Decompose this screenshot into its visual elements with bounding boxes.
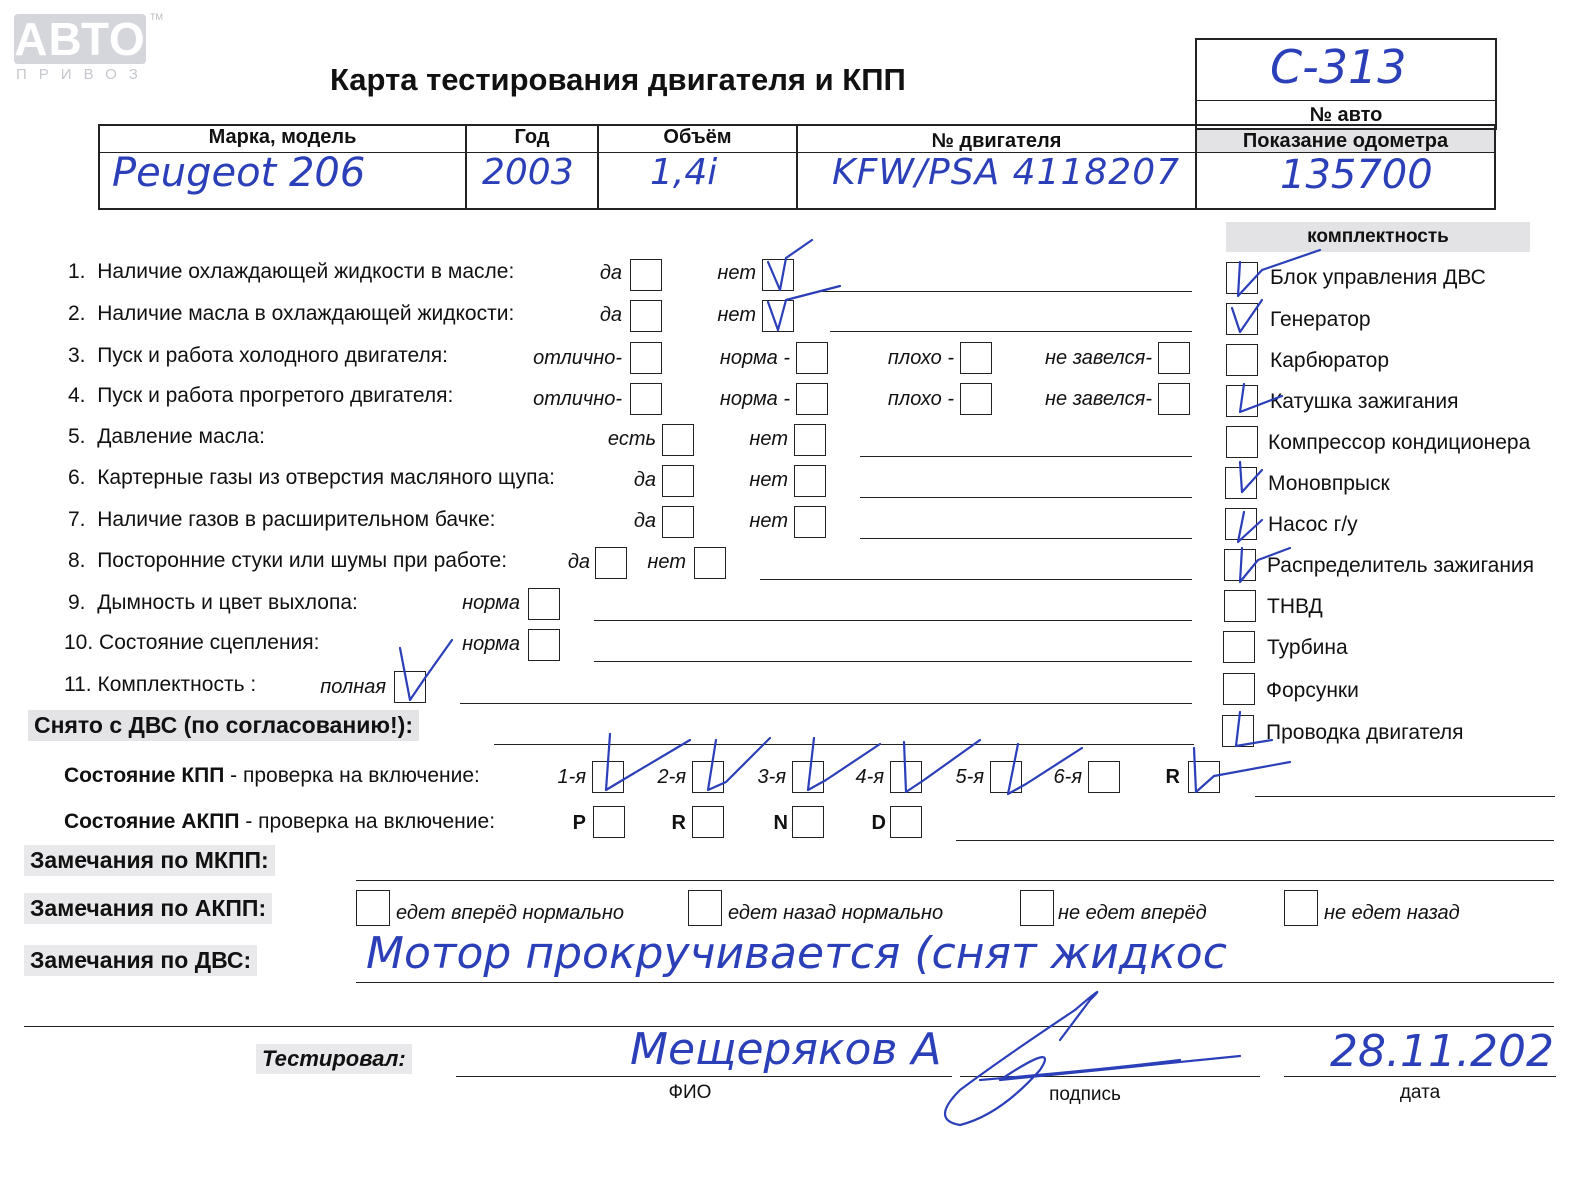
q11-notes-line: [460, 703, 1192, 704]
q8-option-no: нет: [647, 551, 686, 573]
q9-option-normal: норма: [462, 592, 520, 614]
q5-checkbox-no[interactable]: [794, 424, 826, 456]
removed-notes-line: [494, 744, 1194, 745]
akpp-remark-checkbox-3[interactable]: [1020, 890, 1054, 926]
q7-notes-line: [860, 538, 1192, 539]
gear-checkbox-4[interactable]: [890, 761, 922, 793]
col-header-model: Марка, модель: [208, 126, 357, 148]
q2-option-no: нет: [717, 304, 756, 326]
q1-option-yes: да: [599, 262, 622, 284]
comp-label-11: Форсунки: [1266, 679, 1359, 702]
q8-checkbox-yes[interactable]: [595, 547, 627, 579]
q1-checkbox-yes[interactable]: [630, 259, 662, 291]
akpp-label-d: D: [871, 812, 886, 834]
akpp-remark-checkbox-2[interactable]: [688, 890, 722, 926]
value-engine-number: KFW/PSA 4118207: [832, 152, 1180, 193]
form-title: Карта тестирования двигателя и КПП: [330, 62, 906, 97]
gear-checkbox-r[interactable]: [1188, 761, 1220, 793]
comp-checkbox-8[interactable]: [1224, 549, 1256, 581]
q5-checkbox-yes[interactable]: [662, 424, 694, 456]
question-2: 2. Наличие масла в охлаждающей жидкости:: [68, 302, 515, 325]
q3-checkbox-excellent[interactable]: [630, 342, 662, 374]
col-header-odometer: Показание одометра: [1242, 130, 1449, 152]
akpp-remark-checkbox-1[interactable]: [356, 890, 390, 926]
q4-option-not-started: не завелся-: [1045, 388, 1152, 410]
q4-option-normal: норма -: [719, 388, 790, 410]
akpp-label-r: R: [671, 812, 686, 834]
signature-line: [960, 1076, 1260, 1077]
q10-notes-line: [594, 661, 1192, 662]
brand-logo: АВТО: [14, 13, 146, 65]
value-volume: 1,4i: [650, 152, 718, 193]
q3-checkbox-normal[interactable]: [796, 342, 828, 374]
comp-label-5: Компрессор кондиционера: [1268, 431, 1531, 454]
comp-label-4: Катушка зажигания: [1270, 390, 1459, 413]
car-id-value: C-313: [1270, 40, 1407, 94]
remarks-mkpp-line: [356, 880, 1554, 881]
col-header-engine-number: № двигателя: [931, 130, 1062, 152]
q11-option-full: полная: [320, 676, 386, 698]
col-header-year: Год: [514, 126, 550, 148]
question-3: 3. Пуск и работа холодного двигателя:: [68, 344, 448, 367]
comp-checkbox-6[interactable]: [1225, 467, 1257, 499]
question-11: 11. Комплектность :: [64, 673, 257, 696]
q6-option-yes: да: [633, 469, 656, 491]
akpp-remark-option-3: не едет вперёд: [1058, 902, 1207, 924]
akpp-checkbox-p[interactable]: [593, 806, 625, 838]
signature-caption: подпись: [1049, 1084, 1121, 1105]
completeness-header: комплектность: [1226, 222, 1530, 252]
comp-label-6: Моновпрыск: [1268, 472, 1390, 495]
akpp-remark-option-2: едет назад нормально: [728, 902, 944, 924]
akpp-checkbox-r[interactable]: [692, 806, 724, 838]
akpp-label-p: P: [572, 812, 586, 834]
akpp-remark-checkbox-4[interactable]: [1284, 890, 1318, 926]
q1-notes-line: [820, 291, 1192, 292]
gear-label-3: 3-я: [757, 766, 786, 788]
q5-option-no: нет: [749, 428, 788, 450]
comp-checkbox-9[interactable]: [1224, 590, 1256, 622]
q10-option-normal: норма: [462, 633, 520, 655]
gear-label-6: 6-я: [1053, 766, 1082, 788]
col-header-volume: Объём: [663, 126, 732, 148]
gear-label-2: 2-я: [657, 766, 686, 788]
q1-checkbox-no[interactable]: [762, 259, 794, 291]
comp-label-10: Турбина: [1267, 636, 1348, 659]
gear-label-r: R: [1165, 766, 1180, 788]
value-year: 2003: [482, 152, 574, 193]
q7-option-no: нет: [749, 510, 788, 532]
q2-option-yes: да: [599, 304, 622, 326]
comp-checkbox-10[interactable]: [1223, 631, 1255, 663]
trademark-mark: TM: [150, 12, 163, 22]
comp-checkbox-2[interactable]: [1226, 303, 1258, 335]
comp-label-9: ТНВД: [1267, 595, 1323, 618]
comp-label-7: Насос г/у: [1268, 513, 1358, 536]
q3-option-excellent: отлично-: [533, 347, 622, 369]
q10-checkbox-normal[interactable]: [528, 629, 560, 661]
q4-checkbox-normal[interactable]: [796, 383, 828, 415]
value-model: Peugeot 206: [112, 150, 366, 196]
fio-line: [456, 1076, 952, 1077]
q5-notes-line: [860, 456, 1192, 457]
gear-label-5: 5-я: [955, 766, 984, 788]
remarks-dvs-line: [356, 982, 1554, 983]
gear-checkbox-3[interactable]: [792, 761, 824, 793]
gear-label-4: 4-я: [855, 766, 884, 788]
q7-option-yes: да: [633, 510, 656, 532]
question-4: 4. Пуск и работа прогретого двигателя:: [68, 384, 454, 407]
q11-checkbox-full[interactable]: [394, 671, 426, 703]
kpp-label: Состояние КПП - проверка на включение:: [64, 764, 480, 787]
q3-checkbox-not-started[interactable]: [1158, 342, 1190, 374]
q4-checkbox-bad[interactable]: [960, 383, 992, 415]
date-handwritten: 28.11.202: [1330, 1026, 1554, 1077]
gear-checkbox-1[interactable]: [592, 761, 624, 793]
kpp-notes-line: [1255, 796, 1555, 797]
q8-notes-line: [760, 579, 1192, 580]
remarks-akpp-label: Замечания по АКПП:: [24, 893, 272, 924]
q8-checkbox-no[interactable]: [694, 547, 726, 579]
akpp-checkbox-n[interactable]: [792, 806, 824, 838]
comp-label-3: Карбюратор: [1270, 349, 1390, 372]
q3-option-bad: плохо -: [887, 347, 954, 369]
q6-checkbox-yes[interactable]: [662, 465, 694, 497]
q4-checkbox-excellent[interactable]: [630, 383, 662, 415]
comp-checkbox-5[interactable]: [1226, 426, 1258, 458]
tester-name-handwritten: Мещеряков А: [630, 1024, 942, 1075]
q4-checkbox-not-started[interactable]: [1158, 383, 1190, 415]
removed-from-engine-label: Снято с ДВС (по согласованию!):: [28, 710, 419, 741]
brand-logo-subtitle: ПРИВОЗ: [16, 66, 150, 83]
gear-checkbox-5[interactable]: [990, 761, 1022, 793]
comp-label-1: Блок управления ДВС: [1270, 266, 1486, 289]
q2-checkbox-no[interactable]: [762, 300, 794, 332]
remarks-dvs-label: Замечания по ДВС:: [24, 945, 257, 976]
comp-label-8: Распределитель зажигания: [1267, 554, 1535, 577]
comp-checkbox-4[interactable]: [1226, 385, 1258, 417]
q1-option-no: нет: [717, 262, 756, 284]
question-10: 10. Состояние сцепления:: [64, 631, 320, 654]
q6-option-no: нет: [749, 469, 788, 491]
question-6: 6. Картерные газы из отверстия масляного щупа:: [68, 466, 555, 489]
q2-notes-line: [830, 331, 1192, 332]
car-id-label: № авто: [1309, 104, 1383, 126]
akpp-label: Состояние АКПП - проверка на включение:: [64, 810, 496, 833]
comp-checkbox-3[interactable]: [1226, 344, 1258, 376]
question-1: 1. Наличие охлаждающей жидкости в масле:: [68, 260, 515, 283]
q8-option-yes: да: [567, 551, 590, 573]
gear-checkbox-6[interactable]: [1088, 761, 1120, 793]
q3-option-not-started: не завелся-: [1045, 347, 1152, 369]
q5-option-yes: есть: [607, 428, 656, 450]
comp-label-2: Генератор: [1270, 308, 1371, 331]
comp-checkbox-7[interactable]: [1225, 508, 1257, 540]
comp-checkbox-1[interactable]: [1226, 262, 1258, 294]
value-odometer: 135700: [1280, 152, 1433, 198]
gear-label-1: 1-я: [557, 766, 586, 788]
gear-checkbox-2[interactable]: [692, 761, 724, 793]
q4-option-bad: плохо -: [887, 388, 954, 410]
q4-option-excellent: отлично-: [533, 388, 622, 410]
q6-notes-line: [860, 497, 1192, 498]
question-7: 7. Наличие газов в расширительном бачке:: [68, 508, 496, 531]
remarks-dvs-handwritten: Мотор прокручивается (снят жидкос: [366, 928, 1227, 979]
akpp-checkbox-d[interactable]: [890, 806, 922, 838]
comp-checkbox-11[interactable]: [1223, 673, 1255, 705]
remarks-mkpp-label: Замечания по МКПП:: [24, 845, 275, 876]
comp-label-12: Проводка двигателя: [1266, 721, 1464, 744]
q9-checkbox-normal[interactable]: [528, 588, 560, 620]
comp-checkbox-12[interactable]: [1222, 715, 1254, 747]
date-caption: дата: [1399, 1082, 1441, 1103]
q3-option-normal: норма -: [719, 347, 790, 369]
q6-checkbox-no[interactable]: [794, 465, 826, 497]
date-line: [1284, 1076, 1556, 1077]
q7-checkbox-no[interactable]: [794, 506, 826, 538]
fio-caption: ФИО: [668, 1082, 712, 1103]
q2-checkbox-yes[interactable]: [630, 300, 662, 332]
akpp-remark-option-4: не едет назад: [1324, 902, 1460, 924]
akpp-remark-option-1: едет вперёд нормально: [396, 902, 625, 924]
question-5: 5. Давление масла:: [68, 425, 265, 448]
q9-notes-line: [594, 620, 1192, 621]
akpp-notes-line: [956, 840, 1554, 841]
question-9: 9. Дымность и цвет выхлопа:: [68, 591, 358, 614]
tested-by-label: Тестировал:: [256, 1044, 412, 1074]
q7-checkbox-yes[interactable]: [662, 506, 694, 538]
q3-checkbox-bad[interactable]: [960, 342, 992, 374]
akpp-label-n: N: [773, 812, 788, 834]
question-8: 8. Посторонние стуки или шумы при работе:: [68, 549, 508, 572]
